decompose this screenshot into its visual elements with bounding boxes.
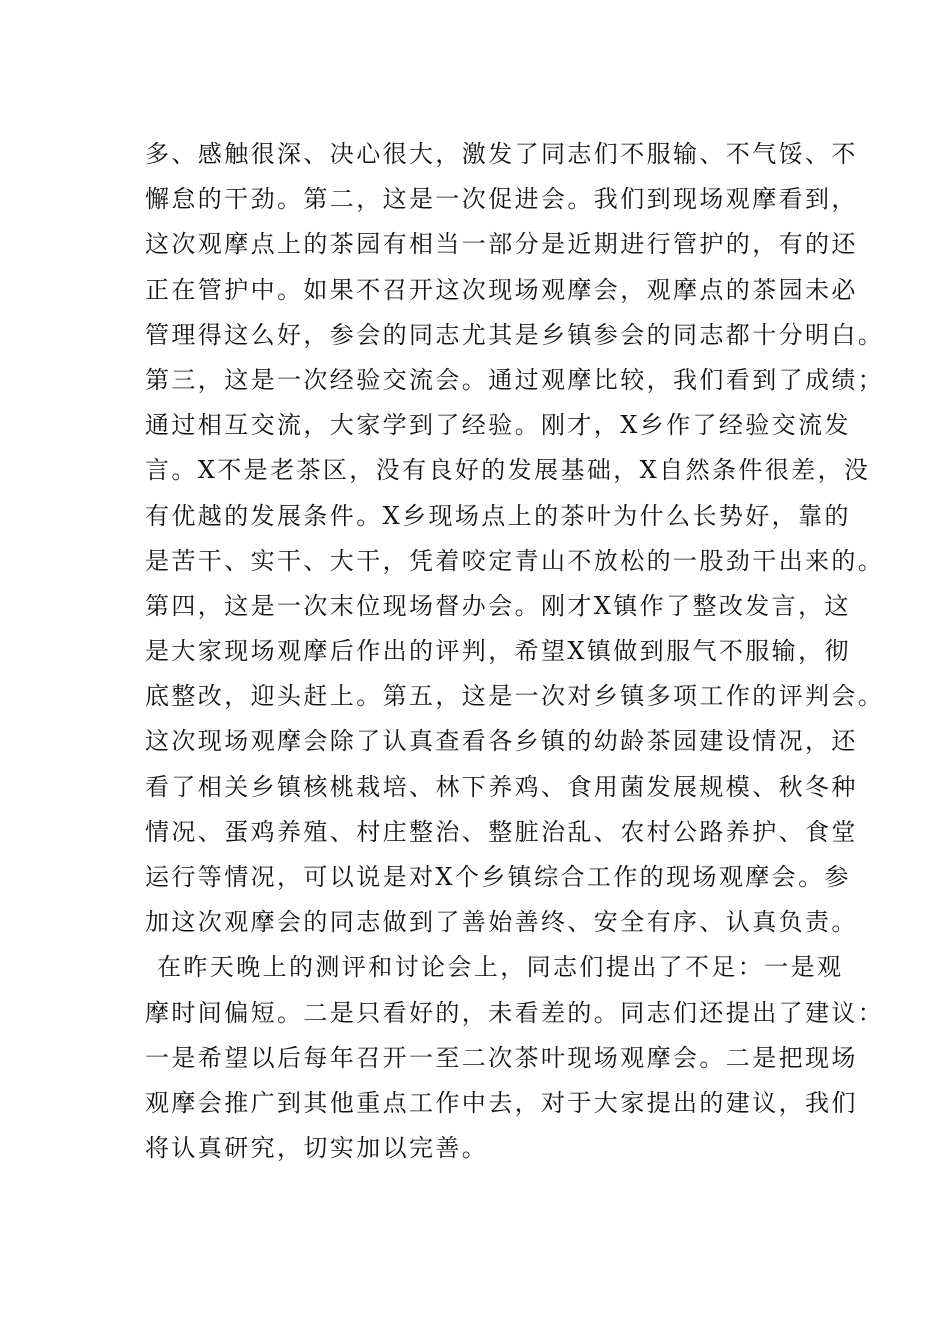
text-line: 运行等情况，可以说是对X个乡镇综合工作的现场观摩会。参 (145, 863, 851, 891)
text-line: 这次观摩点上的茶园有相当一部分是近期进行管护的，有的还 (145, 230, 858, 259)
text-line: 将认真研究，切实加以完善。 (145, 1134, 489, 1163)
body-text (145, 132, 885, 1171)
text-line: 底整改，迎头赶上。第五，这是一次对乡镇多项工作的评判会。 (145, 682, 885, 711)
text-line: 管理得这么好，参会的同志尤其是乡镇参会的同志都十分明白。 (145, 320, 885, 349)
text-line: 是苦干、实干、大干，凭着咬定青山不放松的一股劲干出来的。 (145, 546, 885, 575)
text-line: 有优越的发展条件。X乡现场点上的茶叶为什么长势好，靠的 (145, 501, 851, 530)
paragraph-start-line: 在昨天晚上的测评和讨论会上，同志们提出了不足：一是观 (157, 953, 844, 982)
text-line: 情况、蛋鸡养殖、村庄整治、整脏治乱、农村公路养护、食堂 (145, 817, 858, 846)
text-line: 多、感触很深、决心很大，激发了同志们不服输、不气馁、不 (145, 140, 858, 168)
text-line: 摩时间偏短。二是只看好的，未看差的。同志们还提出了建议： (145, 998, 885, 1027)
text-line: 观摩会推广到其他重点工作中去，对于大家提出的建议，我们 (145, 1088, 858, 1117)
text-line: 看了相关乡镇核桃栽培、林下养鸡、食用菌发展规模、秋冬种 (145, 772, 858, 801)
text-line: 懈怠的干劲。第二，这是一次促进会。我们到现场观摩看到， (145, 185, 858, 214)
text-line: 第四，这是一次末位现场督办会。刚才X镇作了整改发言，这 (145, 591, 851, 620)
text-line: 正在管护中。如果不召开这次现场观摩会，观摩点的茶园未必 (145, 275, 858, 304)
text-line: 加这次观摩会的同志做到了善始善终、安全有序、认真负责。 (145, 908, 858, 937)
text-line: 是大家现场观摩后作出的评判，希望X镇做到服气不服输，彻 (145, 637, 851, 666)
text-line: 第三，这是一次经验交流会。通过观摩比较，我们看到了成绩； (145, 365, 885, 394)
text-line: 言。X不是老茶区，没有良好的发展基础，X自然条件很差，没 (145, 456, 871, 485)
text-line: 一是希望以后每年召开一至二次茶叶现场观摩会。二是把现场 (145, 1043, 858, 1072)
text-line: 这次现场观摩会除了认真查看各乡镇的幼龄茶园建设情况，还 (145, 727, 858, 756)
text-line: 通过相互交流，大家学到了经验。刚才，X乡作了经验交流发 (145, 411, 851, 440)
